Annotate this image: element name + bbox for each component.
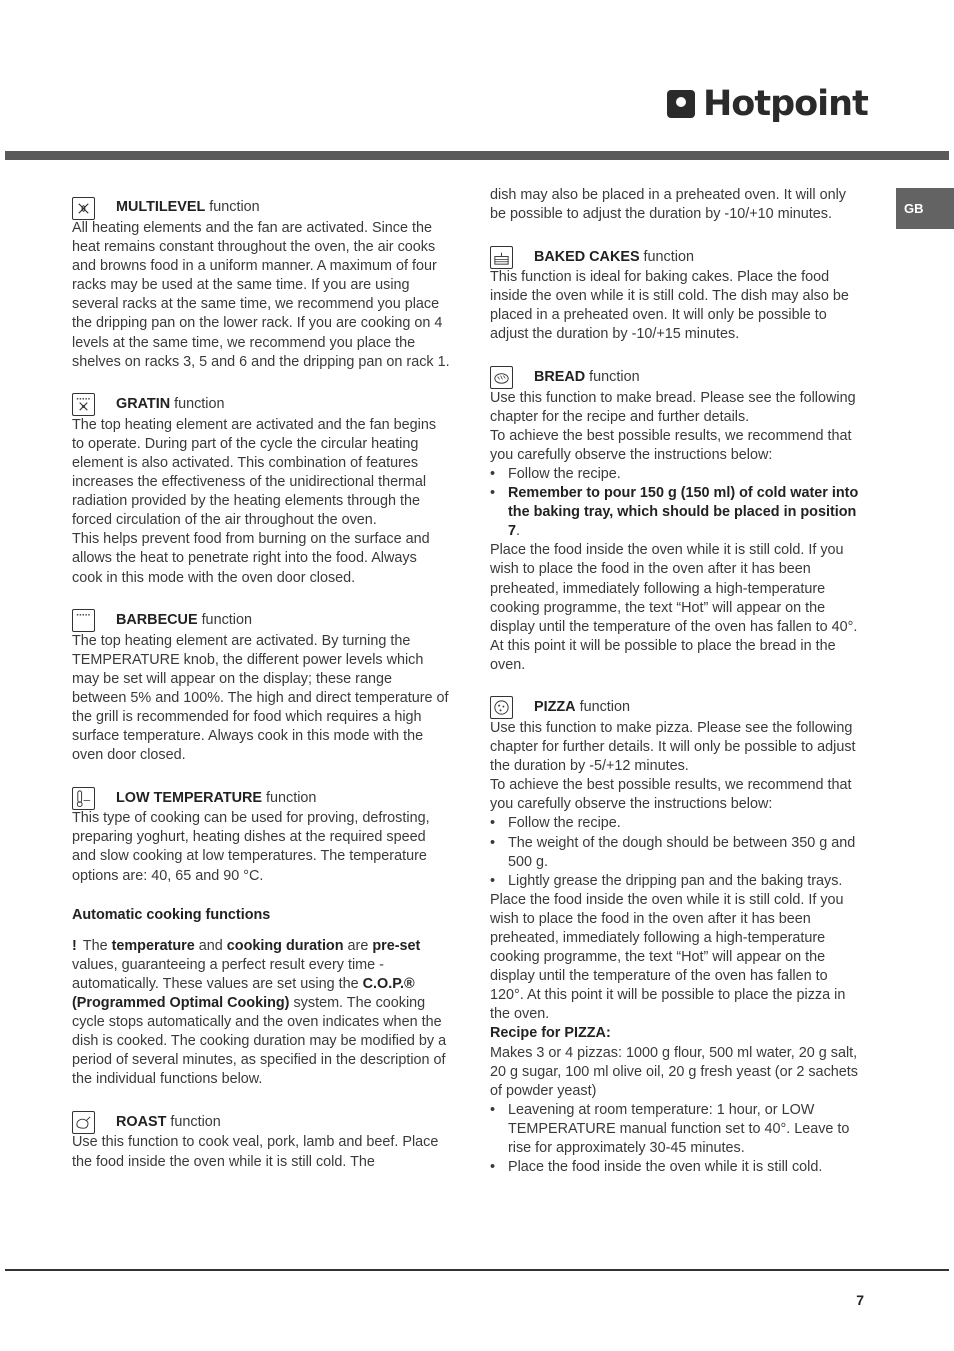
list-item: • The weight of the dough should be between 350 g and 500 g. — [490, 834, 865, 872]
warning-mark: ! — [72, 937, 77, 954]
hotpoint-logo-mark — [667, 90, 695, 118]
gratin-heading — [72, 392, 450, 418]
roast-title: ROAST — [116, 1113, 167, 1130]
bread-heading — [490, 365, 865, 391]
header-bar — [5, 151, 949, 160]
multilevel-heading — [72, 195, 450, 221]
left-column — [72, 195, 450, 1172]
barbecue-heading — [72, 608, 450, 634]
low-temperature-title: LOW TEMPERATURE — [116, 789, 263, 806]
gratin-text-2: This helps prevent food from burning on the surface and allows the heat to penetrate right into the food. Always cook in this mode with the oven door closed. — [72, 531, 430, 586]
function-word: function — [174, 396, 225, 413]
pizza-text-3: Place the food inside the oven while it is still cold. If you wish to place the food in the oven after it has been preheated, immediately following a high-temperature cooking programme, the text “Hot” will appear on the display until the temperature of the oven has fallen to 120°. At this point it will be possible to place the pizza in the oven. — [490, 891, 846, 1023]
function-word: function — [589, 369, 640, 386]
thermometer-low-icon — [72, 787, 95, 810]
low-temperature-heading — [72, 785, 450, 811]
pizza-recipe-text: Makes 3 or 4 pizzas: 1000 g flour, 500 ml water, 20 g salt, 20 g sugar, 100 ml olive oil, 20 g fresh yeast (or 2 sachets of powder yeast) — [490, 1044, 858, 1099]
function-word: function — [266, 789, 317, 806]
automatic-functions-heading: Automatic cooking functions — [72, 906, 271, 923]
hotpoint-wordmark: Hotpoint — [703, 84, 868, 124]
baked-cakes-heading — [490, 244, 865, 270]
bread-text-2: To achieve the best possible results, we recommend that you carefully observe the instructions below: — [490, 427, 852, 463]
hotpoint-logo — [667, 84, 868, 124]
list-item: • Place the food inside the oven while it is still cold. — [490, 1158, 865, 1177]
pizza-text-2: To achieve the best possible results, we recommend that you carefully observe the instructions below: — [490, 777, 852, 813]
pizza-instructions — [490, 814, 865, 890]
bread-text-3: Place the food inside the oven while it is still cold. If you wish to place the food in the oven after it has been preheated, immediately following a high-temperature cooking programme, the text “Hot” will appear on the display until the temperature of the oven has fallen to 40°. At this point it will be possible to place the bread in the oven. — [490, 542, 858, 673]
bread-title: BREAD — [534, 369, 586, 386]
automatic-functions-text: ! The temperature and cooking duration are pre-set values, guaranteeing a perfect result every time - automatically. These values are set using the C.O.P.® (Programmed Optimal Cooking) system. The cooking cycle stops automatically and the oven indicates when the dish is cooked. The cooking duration may be modified by a period of several minutes, as specified in the description of the individual functions below. — [72, 937, 447, 1088]
right-column — [490, 186, 865, 1177]
pizza-recipe-steps — [490, 1101, 865, 1177]
baked-cakes-text: This function is ideal for baking cakes. Place the food inside the oven while it is still cold. The dish may also be placed in a preheated oven. It will only be possible to adjust the duration by -10/+15 minutes. — [490, 269, 849, 343]
roast-heading — [72, 1109, 450, 1135]
pizza-title: PIZZA — [534, 699, 576, 716]
baked-cakes-title: BAKED CAKES — [534, 248, 640, 265]
pizza-recipe-heading: Recipe for PIZZA: — [490, 1025, 611, 1042]
roast-text: Use this function to cook veal, pork, lamb and beef. Place the food inside the oven while it is still cold. The — [72, 1134, 439, 1170]
list-item: • Follow the recipe. — [490, 814, 865, 833]
pizza-text-1: Use this function to make pizza. Please see the following chapter for further details. It will only be possible to adjust the duration by -5/+12 minutes. — [490, 719, 856, 775]
pizza-heading — [490, 695, 865, 721]
list-item: • Follow the recipe. — [490, 465, 865, 484]
list-item: • Remember to pour 150 g (150 ml) of cold water into the baking tray, which should be placed in position 7. — [490, 484, 865, 541]
multilevel-title: MULTILEVEL — [116, 199, 206, 216]
barbecue-text: The top heating element are activated. By turning the TEMPERATURE knob, the different power levels which may be set will appear on the display; these range between 5% and 100%. The high and direct temperature of the grill is recommended for food which requires a high surface temperature. Always cook in this mode with the oven door closed. — [72, 632, 449, 764]
low-temperature-text: This type of cooking can be used for proving, defrosting, preparing yoghurt, heating dishes at the required speed and slow cooking at low temperatures. The temperature options are: 40, 65 and 90 °C. — [72, 810, 430, 884]
barbecue-title: BARBECUE — [116, 612, 198, 629]
list-item: • Lightly grease the dripping pan and the baking trays. — [490, 872, 865, 891]
roast-text-continued: dish may also be placed in a preheated oven. It will only be possible to adjust the duration by -10/+10 minutes. — [490, 187, 846, 223]
list-item: • Leavening at room temperature: 1 hour, or LOW TEMPERATURE manual function set to 40°. Leave to rise for approximately 30-45 minutes. — [490, 1101, 865, 1158]
cake-icon — [490, 246, 513, 269]
bread-icon — [490, 366, 513, 389]
function-word: function — [201, 612, 252, 629]
language-tab: GB — [896, 188, 954, 229]
function-word: function — [170, 1113, 221, 1130]
gratin-text-1: The top heating element are activated and the fan begins to operate. During part of the cycle the circular heating element is also activated. This combination of features increases the effectiveness of the unidirectional thermal radiation provided by the heating elements through the forced circulation of the air throughout the oven. — [72, 416, 437, 529]
gratin-title: GRATIN — [116, 396, 171, 413]
multilevel-text: All heating elements and the fan are activated. Since the heat remains constant throughout the oven, the air cooks and browns food in a uniform manner. A maximum of four racks may be used at the same time. If you are using several racks at the same time, we recommend you place the dripping pan on the lower rack. If you are cooking on 4 levels at the same time, we recommend you place the shelves on racks 3, 5 and 6 and the dripping pan on rack 1. — [72, 220, 450, 370]
bread-text-1: Use this function to make bread. Please see the following chapter for the recipe and further details. — [490, 389, 856, 425]
function-word: function — [643, 248, 694, 265]
page-number: 7 — [856, 1292, 864, 1308]
roast-chicken-icon — [72, 1111, 95, 1134]
fan-all-elements-icon — [72, 197, 95, 220]
grill-icon — [72, 609, 95, 632]
footer-rule — [5, 1269, 949, 1271]
function-word: function — [579, 699, 630, 716]
function-word: function — [209, 199, 260, 216]
pizza-icon — [490, 696, 513, 719]
bread-instructions — [490, 465, 865, 541]
top-element-fan-icon — [72, 393, 95, 416]
